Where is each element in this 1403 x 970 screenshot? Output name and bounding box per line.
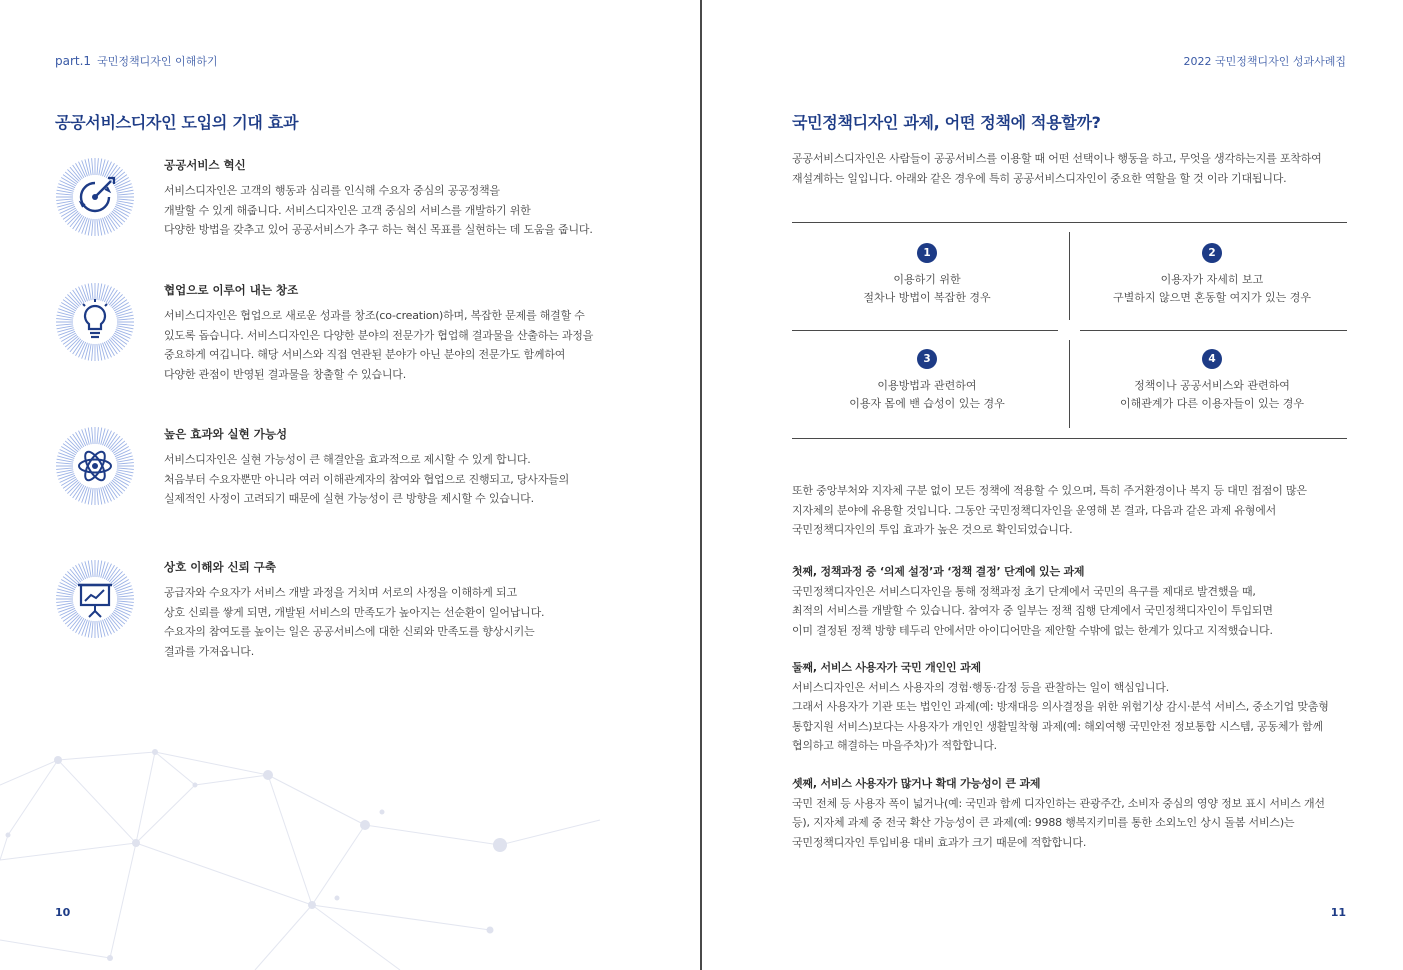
benefit-line: 개발할 수 있게 해줍니다. 서비스디자인은 고객 중심의 서비스를 개발하기 위한 — [164, 203, 531, 217]
benefit-line: 처음부터 수요자뿐만 아니라 여러 이해관계자의 참여와 협업으로 진행되고, 당사자들의 — [164, 472, 570, 486]
intro-paragraph — [792, 149, 1352, 188]
case-line: 이해관계가 다른 이용자들이 있는 경우 — [1119, 397, 1304, 410]
lightbulb-icon — [55, 282, 135, 362]
intro-line: 재설계하는 일입니다. 아래와 같은 경우에 특히 공공서비스디자인이 중요한 역할을 할 것 이라 기대됩니다. — [792, 171, 1287, 185]
case-line: 이용방법과 관련하여 — [877, 379, 977, 392]
page-number-right: 11 — [1330, 906, 1346, 919]
case-number-badge: 4 — [1202, 349, 1222, 369]
running-head-left — [55, 53, 217, 69]
right-page-title: 국민정책디자인 과제, 어떤 정책에 적용할까? — [792, 113, 1101, 132]
benefit-line: 중요하게 여깁니다. 해당 서비스와 직접 연관된 분야가 아닌 분야의 전문가도 함께하여 — [164, 348, 566, 361]
benefit-body — [164, 306, 634, 384]
type-heading: 첫째, 정책과정 중 ‘의제 설정’과 ‘정책 결정’ 단계에 있는 과제 — [792, 565, 1085, 578]
benefit-body — [164, 181, 634, 240]
type-heading: 셋째, 서비스 사용자가 많거나 확대 가능성이 큰 과제 — [792, 777, 1041, 790]
type-line: 국민 전체 등 사용자 폭이 넓거나(예: 국민과 함께 디자인하는 관광주간, 소비자 중심의 영양 정보 표시 서비스 개선 — [792, 796, 1325, 810]
case-line: 이용하기 위한 — [893, 273, 961, 286]
type-line: 국민정책디자인 투입비용 대비 효과가 크기 때문에 적합합니다. — [792, 835, 1087, 849]
presentation-board-icon — [55, 559, 135, 639]
summary-line: 또한 중앙부처와 지자체 구분 없이 모든 정책에 적용할 수 있으며, 특히 주거환경이나 복지 등 대민 접점이 많은 — [792, 484, 1307, 497]
benefit-line: 수요자의 참여도를 높이는 일은 공공서비스에 대한 신뢰와 만족도를 향상시키는 — [164, 625, 535, 638]
benefit-line: 결과를 가져옵니다. — [164, 644, 255, 658]
type-line: 국민정책디자인은 서비스디자인을 통해 정책과정 초기 단계에서 국민의 욕구를 제대로 발견했을 때, — [792, 584, 1256, 598]
type-line: 협의하고 해결하는 마을주차)가 적합합니다. — [792, 739, 997, 752]
page-number-left: 10 — [55, 906, 71, 919]
running-head-right: 2022 국민정책디자인 성과사례집 — [1183, 55, 1346, 68]
benefit-line: 다양한 방법을 갖추고 있어 공공서비스가 추구 하는 혁신 목표를 실현하는 데 도움을 줍니다. — [164, 223, 593, 236]
case-line: 구별하지 않으면 혼동할 여지가 있는 경우 — [1112, 291, 1312, 304]
type-section-first — [792, 562, 1352, 640]
benefit-line: 상호 신뢰를 쌓게 되면, 개발된 서비스의 만족도가 높아지는 선순환이 일어납니다. — [164, 605, 545, 619]
right-page — [702, 0, 1403, 970]
case-number-badge: 1 — [917, 243, 937, 263]
summary-paragraph — [792, 481, 1352, 540]
target-arrow-icon — [55, 157, 135, 237]
summary-line: 지자체의 분야에 유용할 것입니다. 그동안 국민정책디자인을 운영해 본 결과, 다음과 같은 과제 유형에서 — [792, 503, 1277, 517]
type-line: 서비스디자인은 서비스 사용자의 경험·행동·감정 등을 관찰하는 일이 핵심입니다. — [792, 680, 1170, 694]
left-page — [0, 0, 700, 970]
type-section-third — [792, 774, 1352, 852]
case-line: 이용자 몸에 밴 습성이 있는 경우 — [849, 397, 1005, 410]
type-heading: 둘째, 서비스 사용자가 국민 개인인 과제 — [792, 661, 981, 674]
benefit-title: 협업으로 이루어 내는 창조 — [164, 283, 299, 297]
case-number-badge: 3 — [917, 349, 937, 369]
case-line: 절차나 방법이 복잡한 경우 — [863, 291, 991, 304]
benefit-line: 다양한 관점이 반영된 결과물을 창출할 수 있습니다. — [164, 367, 407, 381]
benefit-body — [164, 450, 634, 509]
grid-vertical-rule-top — [1069, 232, 1070, 320]
case-cell-3 — [792, 349, 1062, 413]
case-cell-4 — [1077, 349, 1347, 413]
grid-mid-rule-left — [792, 330, 1058, 331]
benefit-line: 실제적인 사정이 고려되기 때문에 실현 가능성이 큰 방향을 제시할 수 있습니다. — [164, 492, 534, 505]
intro-line: 공공서비스디자인은 사람들이 공공서비스를 이용할 때 어떤 선택이나 행동을 하고, 무엇을 생각하는지를 포착하여 — [792, 152, 1322, 165]
case-grid — [792, 222, 1347, 439]
grid-bottom-rule — [792, 438, 1347, 439]
atom-icon — [55, 426, 135, 506]
benefit-title: 상호 이해와 신뢰 구축 — [164, 560, 276, 574]
type-line: 통합지원 서비스)보다는 사용자가 개인인 생활밀착형 과제(예: 해외여행 국민안전 정보통합 시스템, 공동체가 함께 — [792, 719, 1323, 733]
benefit-body — [164, 583, 634, 661]
type-line: 그래서 사용자가 기관 또는 법인인 과제(예: 방재대응 의사결정을 위한 위험기상 감시·분석 서비스, 중소기업 맞춤형 — [792, 700, 1329, 713]
running-head-part: part.1 — [55, 54, 92, 68]
type-line: 최적의 서비스를 개발할 수 있습니다. 참여자 중 일부는 정책 집행 단계에서 국민정책디자인이 투입되면 — [792, 604, 1273, 617]
grid-vertical-rule-bottom — [1069, 340, 1070, 428]
running-head-title: 국민정책디자인 이해하기 — [97, 55, 218, 68]
benefit-line: 있도록 돕습니다. 서비스디자인은 다양한 분야의 전문가가 협업해 결과물을 산출하는 과정을 — [164, 328, 594, 342]
grid-top-rule — [792, 222, 1347, 223]
case-cell-2 — [1077, 243, 1347, 307]
benefit-title: 공공서비스 혁신 — [164, 158, 246, 172]
type-section-second — [792, 658, 1352, 756]
left-page-title: 공공서비스디자인 도입의 기대 효과 — [55, 113, 299, 132]
benefit-line: 서비스디자인은 실현 가능성이 큰 해결안을 효과적으로 제시할 수 있게 합니다. — [164, 453, 531, 466]
benefit-line: 서비스디자인은 고객의 행동과 심리를 인식해 수요자 중심의 공공정책을 — [164, 184, 500, 197]
benefit-line: 공급자와 수요자가 서비스 개발 과정을 거치며 서로의 사정을 이해하게 되고 — [164, 586, 517, 599]
case-number-badge: 2 — [1202, 243, 1222, 263]
benefit-title: 높은 효과와 실현 가능성 — [164, 427, 288, 441]
case-line: 정책이나 공공서비스와 관련하여 — [1134, 379, 1290, 392]
type-line: 이미 결정된 정책 방향 테두리 안에서만 아이디어만을 제안할 수밖에 없는 한계가 있다고 지적했습니다. — [792, 623, 1273, 637]
network-decoration — [0, 740, 700, 970]
case-cell-1 — [792, 243, 1062, 307]
case-line: 이용자가 자세히 보고 — [1160, 273, 1264, 286]
grid-mid-rule-right — [1080, 330, 1347, 331]
benefit-line: 서비스디자인은 협업으로 새로운 성과를 창조(co-creation)하며, 복잡한 문제를 해결할 수 — [164, 309, 585, 322]
type-line: 등), 지자체 과제 중 전국 확산 가능성이 큰 과제(예: 9988 행복지키미를 통한 소외노인 상시 돌봄 서비스)는 — [792, 816, 1295, 829]
summary-line: 국민정책디자인의 투입 효과가 높은 것으로 확인되었습니다. — [792, 523, 1073, 536]
